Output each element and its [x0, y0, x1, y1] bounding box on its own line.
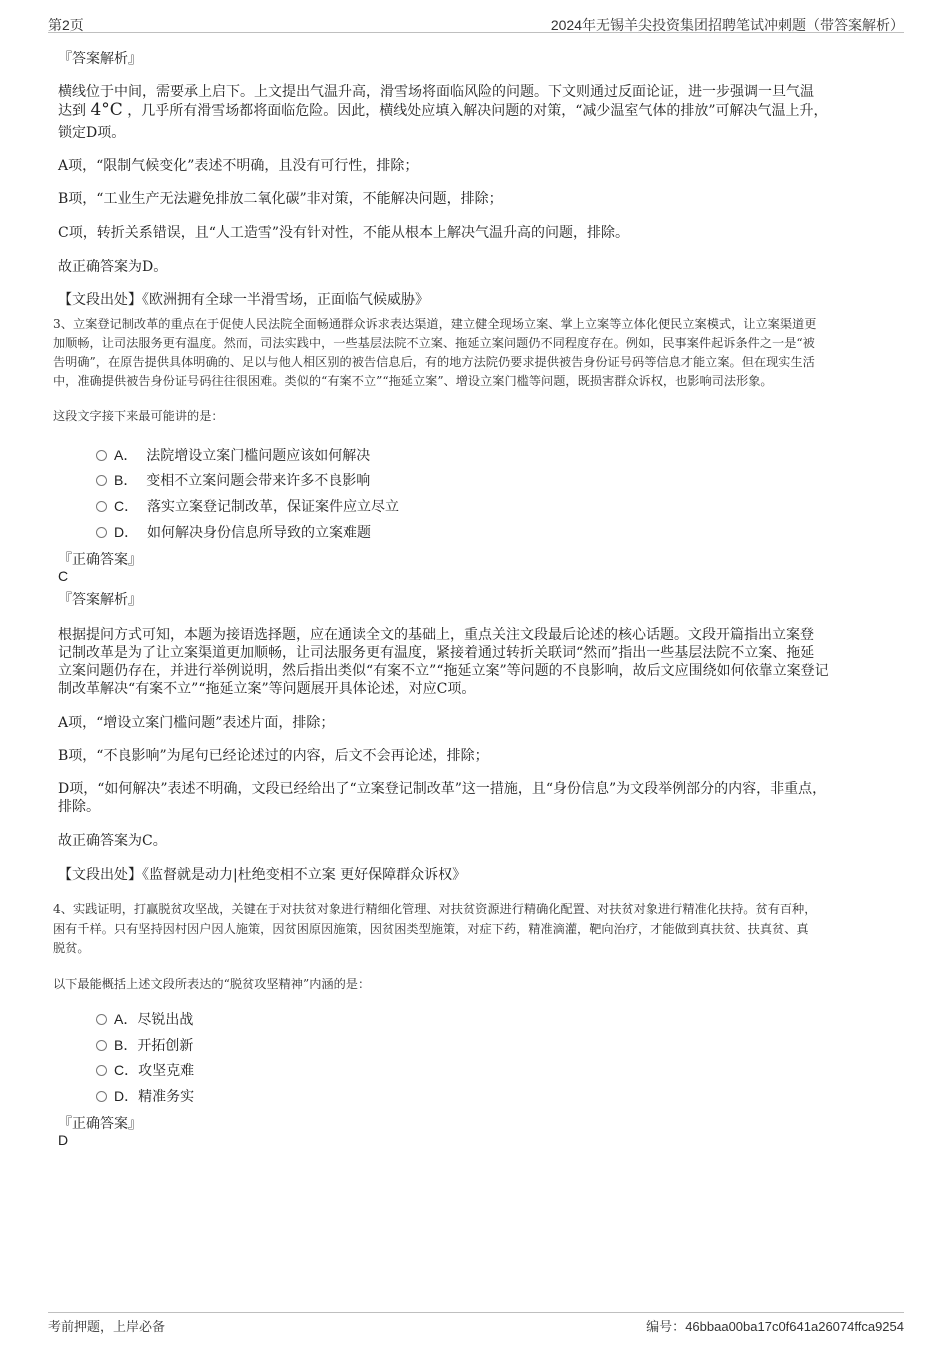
- option-d-analysis: D项，“如何解决”表述不明确，文段已经给出了“立案登记制改革”这一措施，且“身份信息”为文段举例部分的内容，非重点，: [58, 781, 827, 797]
- question-3-ask: 这段文字接下来最可能讲的是：: [53, 409, 224, 423]
- radio-icon[interactable]: [96, 1091, 107, 1102]
- radio-icon[interactable]: [96, 450, 107, 461]
- analysis-paragraph-line: 记制改革是为了让立案渠道更加顺畅，让司法服务更有温度，紧接着通过转折关联词“然而”指出一些基层法院不立案、拖延: [58, 645, 815, 661]
- question-4-option-b[interactable]: B．开拓创新: [96, 1035, 193, 1055]
- analysis-paragraph-line: 制改革解决“有案不立”“拖延立案”等问题展开具体论述，对应C项。: [58, 681, 476, 697]
- question-3-option-d[interactable]: D． 如何解决身份信息所导致的立案难题: [96, 522, 371, 542]
- question-4-stem-line: 困有千样。只有坚持因村因户因人施策，因贫困原因施策，因贫困类型施策，对症下药，精准滴灌，靶向治疗，才能做到真扶贫、扶真贫、真: [53, 922, 809, 936]
- radio-icon[interactable]: [96, 1014, 107, 1025]
- analysis-label: 『答案解析』: [58, 51, 142, 67]
- footer-slogan: 考前押题，上岸必备: [48, 1320, 166, 1335]
- question-4-option-c[interactable]: C．攻坚克难: [96, 1060, 194, 1080]
- question-4-option-a[interactable]: A．尽锐出战: [96, 1009, 193, 1029]
- page-number: 第2页: [48, 17, 84, 33]
- question-4-stem-line: 4、实践证明，打赢脱贫攻坚战，关键在于对扶贫对象进行精细化管理、对扶贫资源进行精确化配置、对扶贫对象进行精准化扶持。贫有百种，: [53, 902, 817, 916]
- option-d-analysis: 排除。: [58, 799, 100, 815]
- analysis-paragraph-line: 横线位于中间，需要承上启下。上文提出气温升高，滑雪场将面临风险的问题。下文则通过反面论证，进一步强调一旦气温: [58, 84, 814, 100]
- radio-icon[interactable]: [96, 1065, 107, 1076]
- radio-icon[interactable]: [96, 475, 107, 486]
- question-3-stem-line: 3、立案登记制改革的重点在于促使人民法院全面畅通群众诉求表达渠道，建立健全现场立案、掌上立案等立体化便民立案模式，让立案渠道更: [53, 317, 817, 331]
- radio-icon[interactable]: [96, 1040, 107, 1051]
- radio-icon[interactable]: [96, 527, 107, 538]
- analysis-paragraph-line: 根据提问方式可知，本题为接语选择题，应在通读全文的基础上，重点关注文段最后论述的核心话题。文段开篇指出立案登: [58, 627, 814, 643]
- page-footer: [48, 1312, 904, 1333]
- option-a-analysis: A项，“限制气候变化”表述不明确，且没有可行性，排除；: [58, 158, 419, 174]
- conclusion: 故正确答案为C。: [58, 833, 167, 849]
- question-3-option-c[interactable]: C． 落实立案登记制改革，保证案件应立尽立: [96, 496, 399, 516]
- question-4-option-d[interactable]: D．精准务实: [96, 1086, 194, 1106]
- option-a-analysis: A项，“增设立案门槛问题”表述片面，排除；: [58, 715, 335, 731]
- correct-answer: C: [58, 568, 69, 584]
- document-title: 2024年无锡羊尖投资集团招聘笔试冲刺题（带答案解析）: [550, 17, 904, 33]
- analysis-paragraph-line: 达到 4°C ，几乎所有滑雪场都将面临危险。因此，横线处应填入解决问题的对策，“减少温室气体的排放”可解决气温上升，: [58, 100, 828, 120]
- analysis-paragraph-line: 立案问题仍存在，并进行举例说明，然后指出类似“有案不立”“拖延立案”等问题的不良影响，故后文应围绕如何依靠立案登记: [58, 663, 829, 679]
- radio-icon[interactable]: [96, 501, 107, 512]
- analysis-label: 『答案解析』: [58, 592, 142, 608]
- question-3-option-a[interactable]: A． 法院增设立案门槛问题应该如何解决: [96, 445, 370, 465]
- option-b-analysis: B项，“工业生产无法避免排放二氧化碳”非对策，不能解决问题，排除；: [58, 191, 503, 207]
- question-3-stem-line: 中，准确提供被告身份证号码往往很困难。类似的“有案不立”“拖延立案”、增设立案门槛等问题，既损害群众诉权，也影响司法形象。: [53, 374, 773, 388]
- source-citation: 【文段出处】《欧洲拥有全球一半滑雪场，正面临气候威胁》: [58, 292, 429, 308]
- question-3-stem-line: 加顺畅，让司法服务更有温度。然而，司法实践中，一些基层法院不立案、拖延立案问题仍不同程度存在。例如，民事案件起诉条件之一是“被: [53, 336, 815, 350]
- question-4-stem-line: 脱贫。: [53, 941, 90, 955]
- correct-answer-label: 『正确答案』: [58, 1116, 142, 1132]
- conclusion: 故正确答案为D。: [58, 259, 168, 275]
- document-id: 编号：46bbaa00ba17c0f641a26074ffca9254: [646, 1319, 904, 1335]
- temperature-value: 4°C: [90, 100, 123, 120]
- analysis-paragraph-line: 锁定D项。: [58, 125, 126, 141]
- option-c-analysis: C项，转折关系错误，且“人工造雪”没有针对性，不能从根本上解决气温升高的问题，排除。: [58, 225, 630, 241]
- option-b-analysis: B项，“不良影响”为尾句已经论述过的内容，后文不会再论述，排除；: [58, 748, 489, 764]
- correct-answer-label: 『正确答案』: [58, 552, 142, 568]
- correct-answer: D: [58, 1132, 69, 1148]
- source-citation: 【文段出处】《监督就是动力|杜绝变相不立案 更好保障群众诉权》: [58, 867, 467, 883]
- question-3-stem-line: 告明确”，在原告提供具体明确的、足以与他人相区别的被告信息后，有的地方法院仍要求提供被告身份证号码等信息才能立案。但在现实生活: [53, 355, 815, 369]
- question-3-option-b[interactable]: B． 变相不立案问题会带来许多不良影响: [96, 470, 370, 490]
- question-4-ask: 以下最能概括上述文段所表达的“脱贫攻坚精神”内涵的是：: [53, 977, 371, 991]
